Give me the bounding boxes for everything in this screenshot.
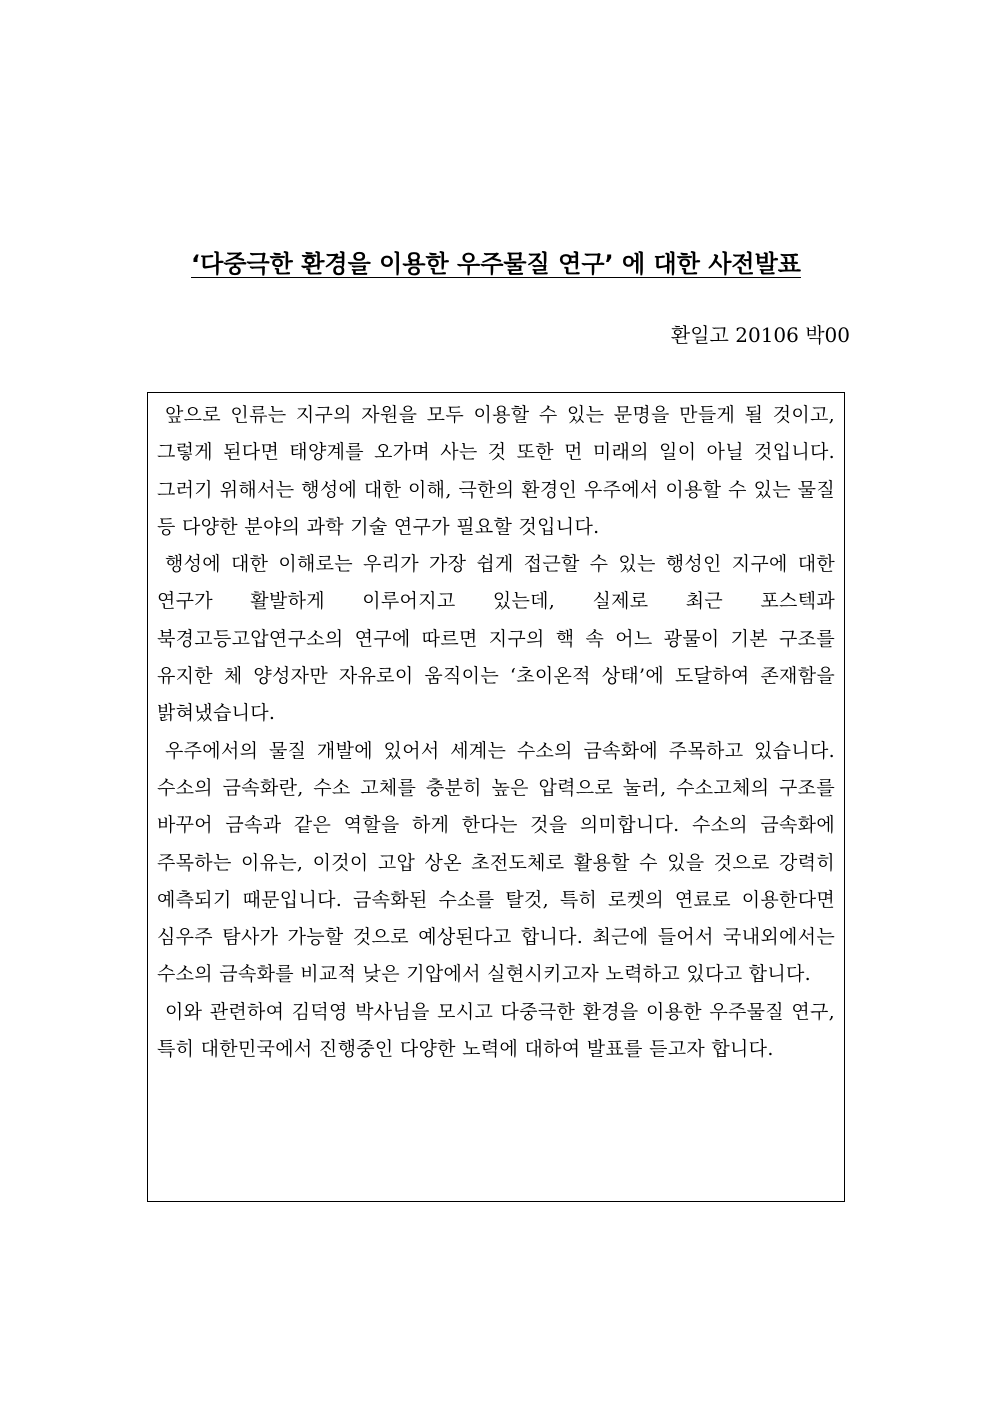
paragraph-presentation: 이와 관련하여 김덕영 박사님을 모시고 다중극한 환경을 이용한 우주물질 연구, 특히 대한민국에서 진행중인 다양한 노력에 대하여 발표를 듣고자 합니다.: [157, 1000, 835, 1061]
document-title: [0, 247, 992, 281]
paragraph-planet-research: 행성에 대한 이해로는 우리가 가장 쉽게 접근할 수 있는 행성인 지구에 대한 연구가 활발하게 이루어지고 있는데, 실제로 최근 포스텍과 북경고등고압연구소의 연구에 따르면 지구의 핵 속 어느 광물이 기본 구조를 유지한 체 양성자만 자유로이 움직이는 ‘초이온적 상태’에 도달하여 존재함을 밝혀냈습니다.: [157, 553, 835, 725]
author-line: 환일고 20106 박00: [670, 323, 850, 347]
paragraph-intro: 앞으로 인류는 지구의 자원을 모두 이용할 수 있는 문명을 만들게 될 것이고, 그렇게 된다면 태양계를 오가며 사는 것 또한 먼 미래의 일이 아닐 것입니다. 그러기 위해서는 행성에 대한 이해, 극한의 환경인 우주에서 이용할 수 있는 물질 등 다양한 분야의 과학 기술 연구가 필요할 것입니다.: [157, 404, 835, 538]
content-box: [147, 392, 845, 1202]
paragraph-hydrogen-metallization: 우주에서의 물질 개발에 있어서 세계는 수소의 금속화에 주목하고 있습니다. 수소의 금속화란, 수소 고체를 충분히 높은 압력으로 눌러, 수소고체의 구조를 바꾸어 금속과 같은 역할을 하게 한다는 것을 의미합니다. 수소의 금속화에 주목하는 이유는, 이것이 고압 상온 초전도체로 활용할 수 있을 것으로 강력히 예측되기 때문입니다. 금속화된 수소를 탈것, 특히 로켓의 연료로 이용한다면 심우주 탐사가 가능할 것으로 예상된다고 합니다. 최근에 들어서 국내외에서는 수소의 금속화를 비교적 낮은 기압에서 실현시키고자 노력하고 있다고 합니다.: [157, 739, 835, 986]
document-title-text: ‘다중극한 환경을 이용한 우주물질 연구’ 에 대한 사전발표: [191, 250, 801, 278]
